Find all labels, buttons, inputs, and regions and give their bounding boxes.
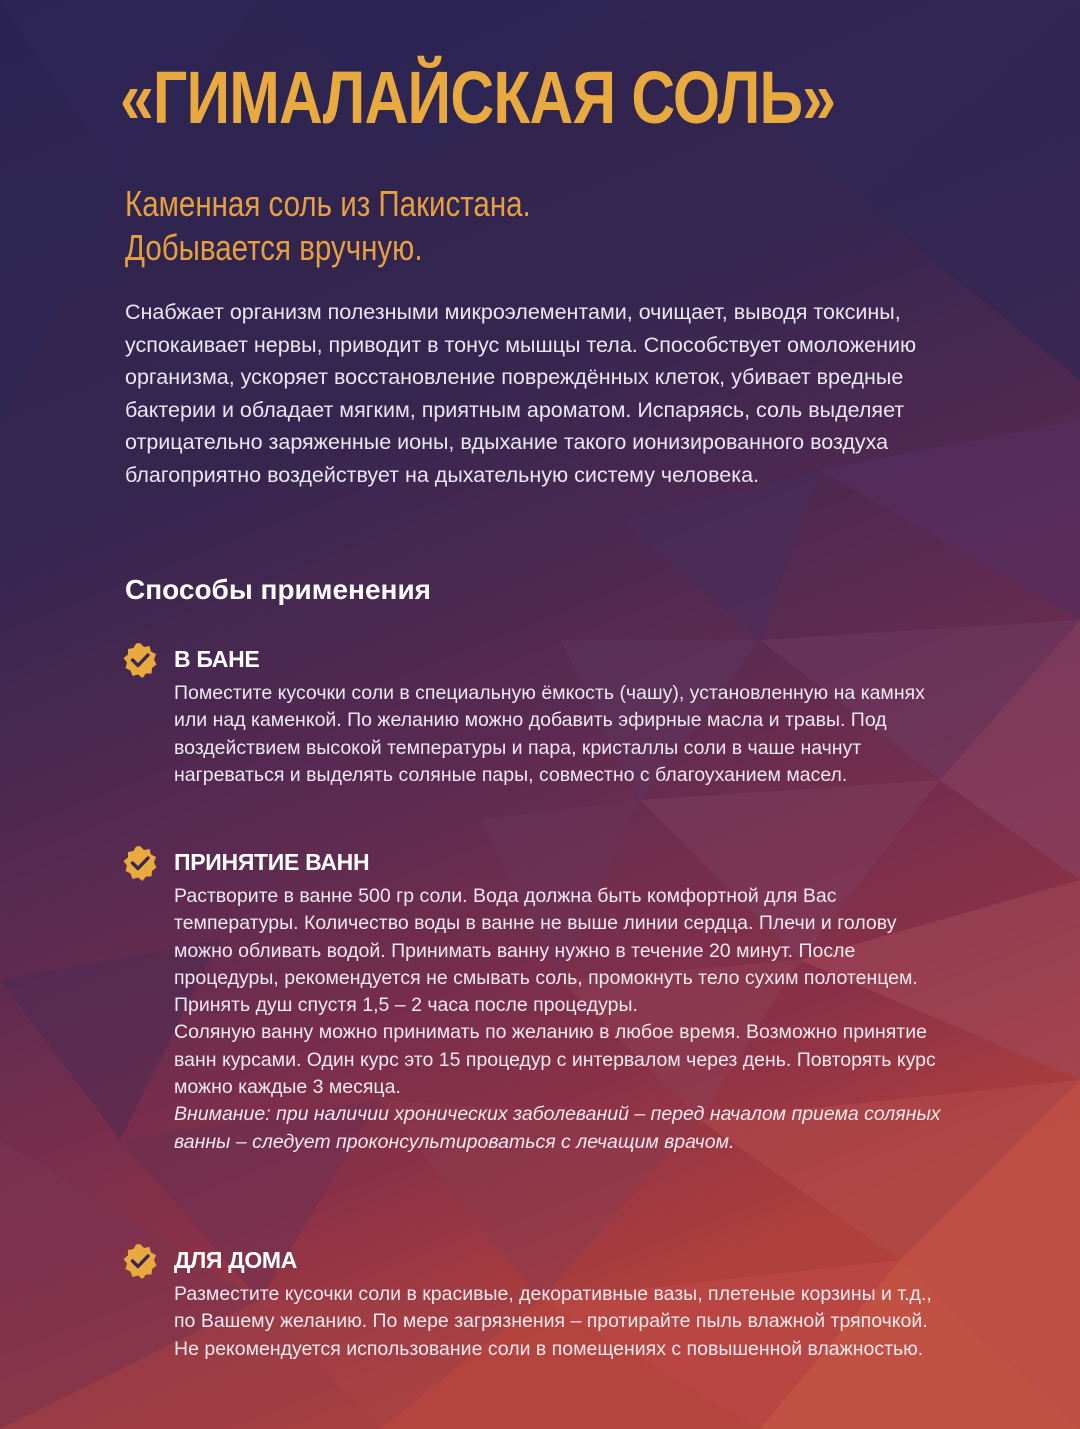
subtitle-line-2: Добывается вручную. (125, 227, 423, 268)
subtitle (125, 182, 531, 270)
section-heading: Способы применения (125, 574, 431, 605)
usage-item-paragraph: Растворите в ванне 500 гр соли. Вода должна быть комфортной для Вас температуры. Количество воды в ванне не выше линии сердца. Плечи и голову можно обливать водой. Принимать ванну нужно в течение 20 минут. После процедуры, рекомендуется не смывать соль, промокнуть тело сухим полотенцем. Принять душ спустя 1,5 – 2 часа после процедуры. (174, 885, 918, 1017)
warning-text: Внимание: при наличии хронических заболеваний – перед началом приема соляных ванны – следует проконсультироваться с лечащим врачом. (174, 1103, 941, 1153)
check-badge-icon (122, 845, 158, 881)
usage-item-title: В БАНЕ (174, 646, 260, 672)
usage-item-text: Поместите кусочки соли в специальную ёмкость (чашу), установленную на камнях или над каменкой. По желанию можно добавить эфирные масла и травы. Под воздействием высокой температуры и пара, кристаллы соли в чаше начнут нагреваться и выделять соляные пары, совместно с благоуханием масел. (174, 682, 925, 786)
usage-item-paragraph: Соляную ванну можно принимать по желанию в любое время. Возможно принятие ванн курсами. Один курс это 15 процедур с интервалом через день. Повторять курс можно каждые 3 месяца. (174, 1021, 936, 1099)
check-badge-icon (122, 1243, 158, 1279)
subtitle-line-1: Каменная соль из Пакистана. (125, 183, 531, 224)
intro-paragraph: Снабжает организм полезными микроэлементами, очищает, выводя токсины, успокаивает нервы, приводит в тонус мышцы тела. Способствует омоложению организма, ускоряет восстановление повреждённых клеток, убивает вредные бактерии и обладает мягким, приятным ароматом. Испаряясь, соль выделяет отрицательно заряженные ионы, вдыхание такого ионизированного воздуха благоприятно воздействует на дыхательную систему человека. (125, 300, 917, 487)
check-badge-icon (122, 642, 158, 678)
usage-item-title: ПРИНЯТИЕ ВАНН (174, 849, 370, 875)
usage-item-text: Разместите кусочки соли в красивые, декоративные вазы, плетеные корзины и т.д., по Вашему желанию. По мере загрязнения – протирайте пыль влажной тряпочкой. Не рекомендуется использование соли в помещениях с повышенной влажностью. (174, 1283, 932, 1360)
usage-item-title: ДЛЯ ДОМА (174, 1247, 298, 1273)
usage-item-text (174, 883, 954, 1156)
page-title: «ГИМАЛАЙСКАЯ СОЛЬ» (120, 56, 836, 139)
